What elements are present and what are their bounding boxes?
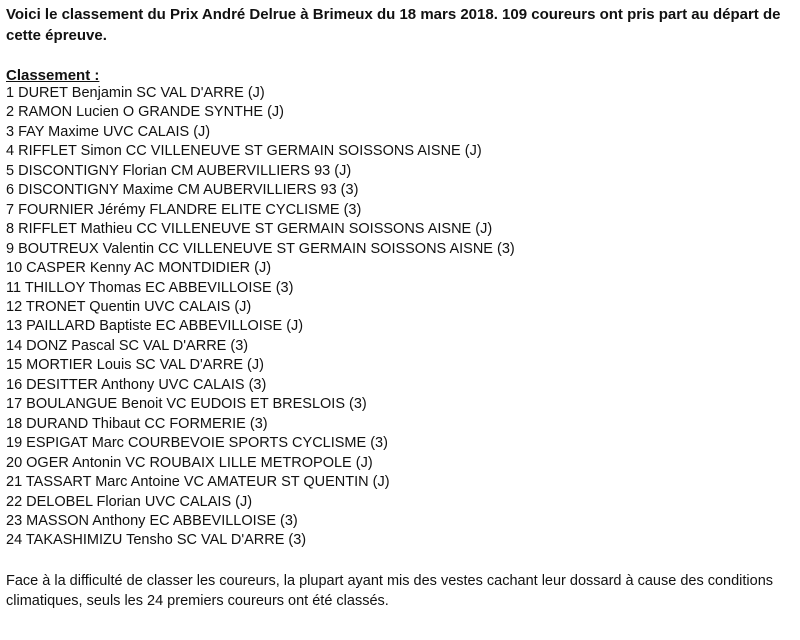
intro-paragraph: Voici le classement du Prix André Delrue à Brimeux du 18 mars 2018. 109 coureurs ont pris part au départ de cette épreuve. bbox=[6, 6, 781, 44]
ranking-entry: 10 CASPER Kenny AC MONTDIDIER (J) bbox=[6, 260, 272, 277]
ranking-entry: 3 FAY Maxime UVC CALAIS (J) bbox=[6, 123, 211, 140]
ranking-entry: 24 TAKASHIMIZU Tensho SC VAL D'ARRE (3) bbox=[6, 532, 307, 549]
ranking-entry: 13 PAILLARD Baptiste EC ABBEVILLOISE (J) bbox=[6, 318, 304, 335]
ranking-entry: 19 ESPIGAT Marc COURBEVOIE SPORTS CYCLISME (3) bbox=[6, 435, 388, 452]
ranking-entry: 14 DONZ Pascal SC VAL D'ARRE (3) bbox=[6, 337, 249, 354]
ranking-entry: 23 MASSON Anthony EC ABBEVILLOISE (3) bbox=[6, 512, 298, 529]
ranking-entry: 22 DELOBEL Florian UVC CALAIS (J) bbox=[6, 493, 253, 510]
ranking-entry: 21 TASSART Marc Antoine VC AMATEUR ST QUENTIN (J) bbox=[6, 474, 390, 491]
ranking-entry: 8 RIFFLET Mathieu CC VILLENEUVE ST GERMAIN SOISSONS AISNE (J) bbox=[6, 221, 493, 238]
ranking-entry: 17 BOULANGUE Benoit VC EUDOIS ET BRESLOIS (3) bbox=[6, 396, 367, 413]
ranking-entry: 7 FOURNIER Jérémy FLANDRE ELITE CYCLISME (3) bbox=[6, 201, 362, 218]
ranking-entry: 18 DURAND Thibaut CC FORMERIE (3) bbox=[6, 415, 268, 432]
ranking-entry: 16 DESITTER Anthony UVC CALAIS (3) bbox=[6, 376, 267, 393]
ranking-entry: 1 DURET Benjamin SC VAL D'ARRE (J) bbox=[6, 85, 265, 101]
footer-paragraph: Face à la difficulté de classer les coureurs, la plupart ayant mis des vestes cachant leur dossard à cause des conditions climatiques, seuls les 24 premiers coureurs ont été classés. bbox=[6, 573, 774, 609]
ranking-heading: Classement : bbox=[6, 67, 100, 84]
ranking-entry: 4 RIFFLET Simon CC VILLENEUVE ST GERMAIN SOISSONS AISNE (J) bbox=[6, 143, 482, 160]
ranking-entry: 2 RAMON Lucien O GRANDE SYNTHE (J) bbox=[6, 104, 284, 121]
ranking-entry: 5 DISCONTIGNY Florian CM AUBERVILLIERS 93 (J) bbox=[6, 162, 352, 179]
document-page bbox=[6, 0, 794, 640]
ranking-entry: 20 OGER Antonin VC ROUBAIX LILLE METROPOLE (J) bbox=[6, 454, 373, 471]
ranking-list bbox=[6, 84, 515, 551]
ranking-entry: 12 TRONET Quentin UVC CALAIS (J) bbox=[6, 298, 252, 315]
ranking-entry: 6 DISCONTIGNY Maxime CM AUBERVILLIERS 93 (3) bbox=[6, 182, 359, 199]
ranking-entry: 11 THILLOY Thomas EC ABBEVILLOISE (3) bbox=[6, 279, 294, 296]
ranking-entry: 9 BOUTREUX Valentin CC VILLENEUVE ST GERMAIN SOISSONS AISNE (3) bbox=[6, 240, 515, 257]
ranking-entry: 15 MORTIER Louis SC VAL D'ARRE (J) bbox=[6, 357, 264, 374]
